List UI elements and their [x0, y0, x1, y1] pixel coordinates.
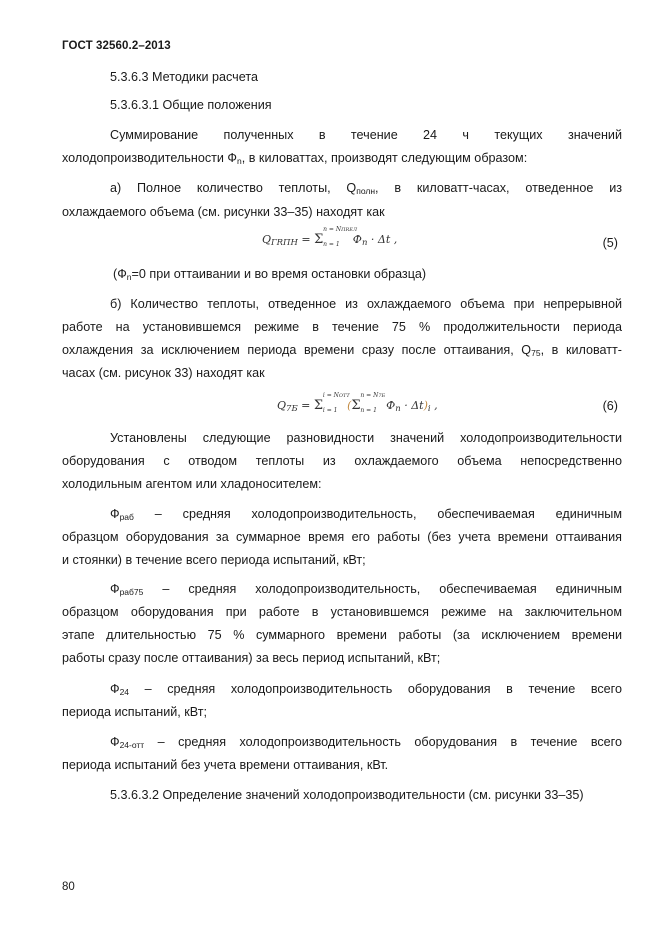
para-c-line1: Установлены следующие разновидности значений холодопроизводительности [110, 431, 622, 445]
para-c-line3: холодильным агентом или хладоносителем: [62, 477, 322, 491]
para-b-line4: часах (см. рисунок 33) находят как [62, 366, 265, 380]
para-b-line2: работе на установившемся режиме в течение 75 % продолжительности периода [62, 320, 622, 334]
def2-line1: $Ф_{раб75}$ – средняя холодопроизводительность, обеспечиваемая единичным [110, 582, 622, 597]
para1-line1: Суммирование полученных в течение 24 ч текущих значений [110, 128, 622, 142]
formula-6: $Q_{7Б} = \Sigma$ i = NОТТ i = 1 (Σ n = N7Б n = 1 $Ф_n \cdot \Delta t)_i$ , [277, 392, 438, 414]
para-c-line2: оборудования с отводом теплоты из охлаждаемого объема непосредственно [62, 454, 622, 468]
section-heading-methods: 5.3.6.3 Методики расчета [110, 70, 258, 84]
para-b-line1: б) Количество теплоты, отведенное из охлаждаемого объема при непрерывной [110, 297, 622, 311]
formula-5: $Q_{ГRПН} = \Sigma$ n = NПRЕЛ n = 1 $Ф_n \cdot \Delta t$ , [262, 226, 398, 248]
def2-line2: образцом оборудования при работе в установившемся режиме на заключительном [62, 605, 622, 619]
def1-line3: и стоянки) в течение всего периода испытаний, кВт; [62, 553, 366, 567]
formula-6-number: (6) [602, 399, 618, 413]
formula-5-note: ($Ф_n=0$ при оттаивании и во время остановки образца) [113, 267, 427, 282]
def4-line1: $Ф_{24-отт}$ – средняя холодопроизводительность оборудования в течение всего [110, 735, 622, 750]
para1-line2: холодопроизводительности $Ф_n$, в киловаттах, производят следующим образом: [62, 151, 528, 166]
para-a-line1: а) Полное количество теплоты, $Q_{полн}$, в киловатт-часах, отведенное из [110, 181, 623, 196]
page-number: 80 [62, 881, 75, 893]
standard-header: ГОСТ 32560.2–2013 [62, 40, 171, 52]
para-a-line2: охлаждаемого объема (см. рисунки 33–35) находят как [62, 205, 385, 219]
section-heading-general: 5.3.6.3.1 Общие положения [110, 98, 272, 112]
def3-line1: $Ф_{24}$ – средняя холодопроизводительность оборудования в течение всего [110, 682, 622, 697]
def2-line4: работы сразу после оттаивания) за весь период испытаний, кВт; [62, 651, 441, 665]
def1-line1: $Ф_{раб}$ – средняя холодопроизводительность, обеспечиваемая единичным [110, 507, 622, 522]
section-heading-determination: 5.3.6.3.2 Определение значений холодопроизводительности (см. рисунки 33–35) [110, 788, 584, 802]
def4-line2: периода испытаний без учета времени оттаивания, кВт. [62, 758, 389, 772]
def1-line2: образцом оборудования за суммарное время его работы (без учета времени оттаивания [62, 530, 622, 544]
def2-line3: этапе длительностью 75 % суммарного времени работы (за исключением времени [62, 628, 622, 642]
def3-line2: периода испытаний, кВт; [62, 705, 208, 719]
formula-5-number: (5) [602, 236, 618, 250]
para-b-line3: охлаждения за исключением периода времени сразу после оттаивания, $Q_{75}$, в киловатт- [62, 343, 623, 358]
